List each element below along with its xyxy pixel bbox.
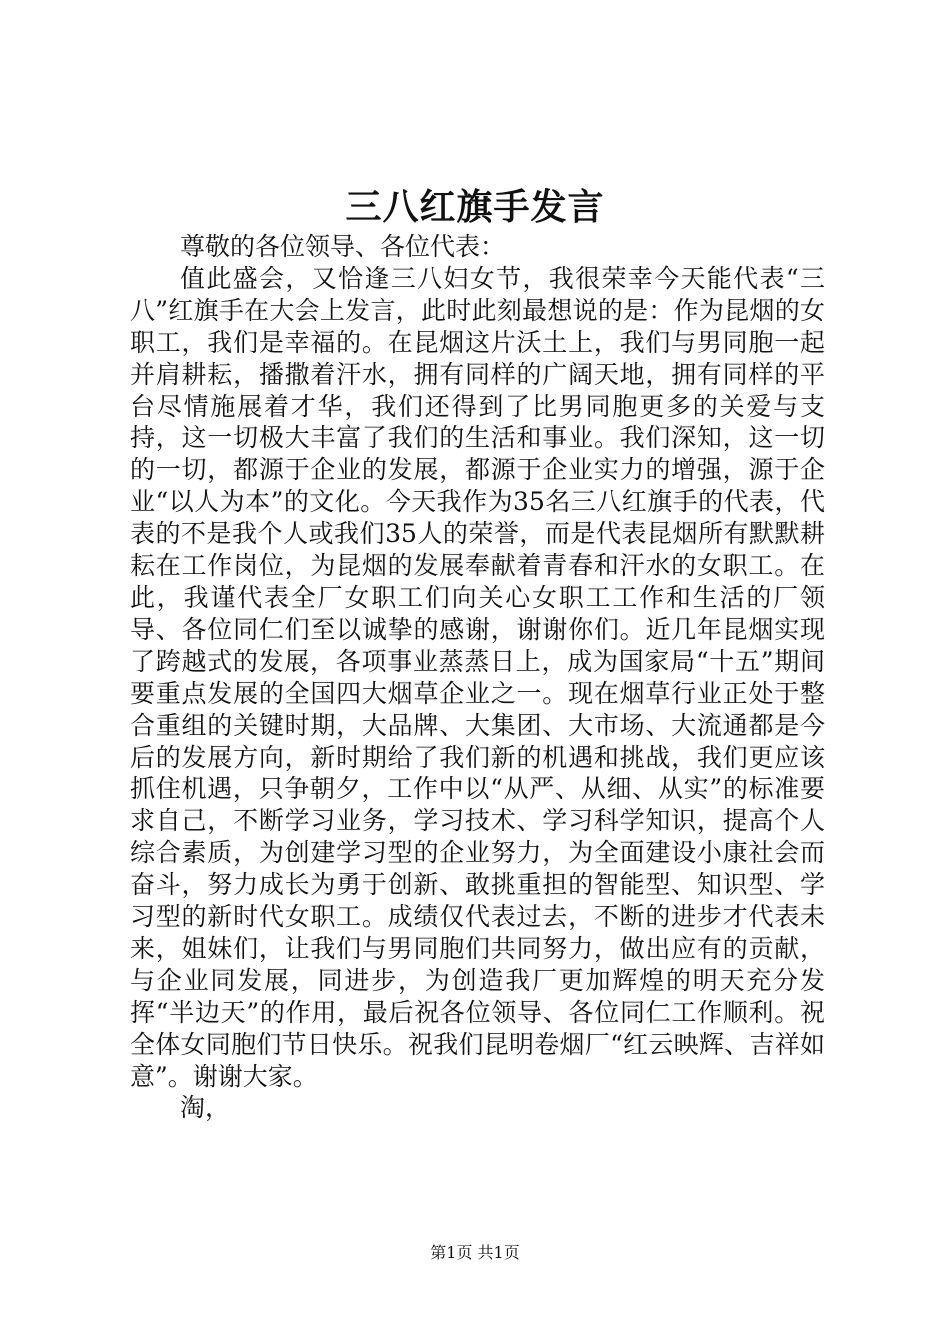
speech-paragraph: 值此盛会，又恰逢三八妇女节，我很荣幸今天能代表“三八”红旗手在大会上发言，此时此刻最想说的是：作为昆烟的女职工，我们是幸福的。在昆烟这片沃土上，我们与男同胞一起并肩耕耘，播撒着汗水，拥有同样的广阔天地，拥有同样的平台尽情施展着才华，我们还得到了比男同胞更多的关爱与支持，这一切极大丰富了我们的生活和事业。我们深知，这一切的一切，都源于企业的发展，都源于企业实力的增强，源于企业“以人为本”的文化。今天我作为35名三八红旗手的代表，代表的不是我个人或我们35人的荣誉，而是代表昆烟所有默默耕耘在工作岗位，为昆烟的发展奉献着青春和汗水的女职工。在此，我谨代表全厂女职工们向关心女职工工作和生活的厂领导、各位同仁们至以诚挚的感谢，谢谢你们。近几年昆烟实现了跨越式的发展，各项事业蒸蒸日上，成为国家局“十五”期间要重点发展的全国四大烟草企业之一。现在烟草行业正处于整合重组的关键时期，大品牌、大集团、大市场、大流通都是今后的发展方向，新时期给了我们新的机遇和挑战，我们更应该抓住机遇，只争朝夕，工作中以“从严、从细、从实”的标准要求自己，不断学习业务，学习技术、学习科学知识，提高个人综合素质，为创建学习型的企业努力，为全面建设小康社会而奋斗，努力成长为勇于创新、敢挑重担的智能型、知识型、学习型的新时代女职工。成绩仅代表过去，不断的进步才代表未来，姐妹们，让我们与男同胞们共同努力，做出应有的贡献，与企业同发展，同进步，为创造我厂更加辉煌的明天充分发挥“半边天”的作用，最后祝各位领导、各位同仁工作顺利。祝全体女同胞们节日快乐。祝我们昆明卷烟厂“红云映辉、吉祥如意”。谢谢大家。 <box>130 263 825 1091</box>
document-body <box>130 231 825 1124</box>
page-footer: 第1页 共1页 <box>430 1243 520 1262</box>
document-title: 三八红旗手发言 <box>345 186 605 228</box>
closing-paragraph: 淘， <box>180 1093 231 1123</box>
salutation-paragraph: 尊敬的各位领导、各位代表： <box>180 232 506 261</box>
